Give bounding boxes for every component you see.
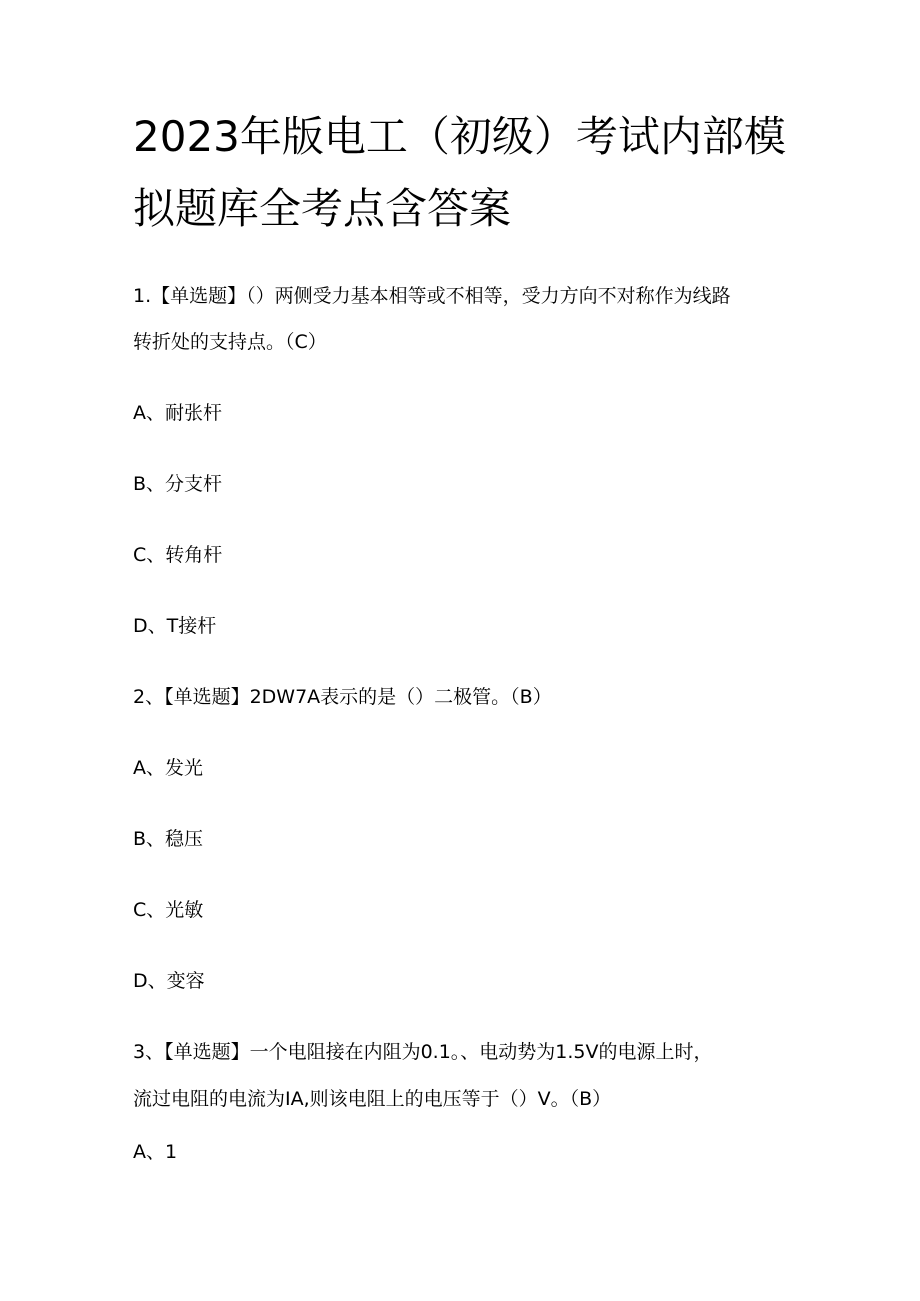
document-title-line-1: 2023年版电工（初级）考试内部模 (133, 112, 786, 161)
document-title-line-2: 拟题库全考点含答案 (133, 184, 512, 233)
question-1-option-d: D、T接杆 (133, 615, 217, 637)
question-2-stem-line-1: 2、【单选题】2DW7A表示的是（）二极管。（B） (133, 686, 552, 708)
question-2-option-b: B、稳压 (133, 828, 204, 850)
question-1-stem-line-2: 转折处的支持点。（C） (133, 331, 327, 353)
question-1-option-a: A、耐张杆 (133, 402, 222, 424)
question-3-stem-line-2: 流过电阻的电流为IA,则该电阻上的电压等于（）V。（B） (133, 1088, 612, 1110)
question-1-option-c: C、转角杆 (133, 544, 223, 566)
question-3-option-a: A、1 (133, 1141, 178, 1163)
question-1-option-b: B、分支杆 (133, 473, 223, 495)
question-3-stem-line-1: 3、【单选题】一个电阻接在内阻为0.1。、电动势为1.5V的电源上时， (133, 1041, 713, 1063)
question-2-option-c: C、光敏 (133, 899, 204, 921)
question-2-option-a: A、发光 (133, 757, 203, 779)
question-2-option-d: D、变容 (133, 970, 205, 992)
question-1-stem-line-1: 1.【单选题】（）两侧受力基本相等或不相等，受力方向不对称作为线路 (133, 285, 731, 307)
